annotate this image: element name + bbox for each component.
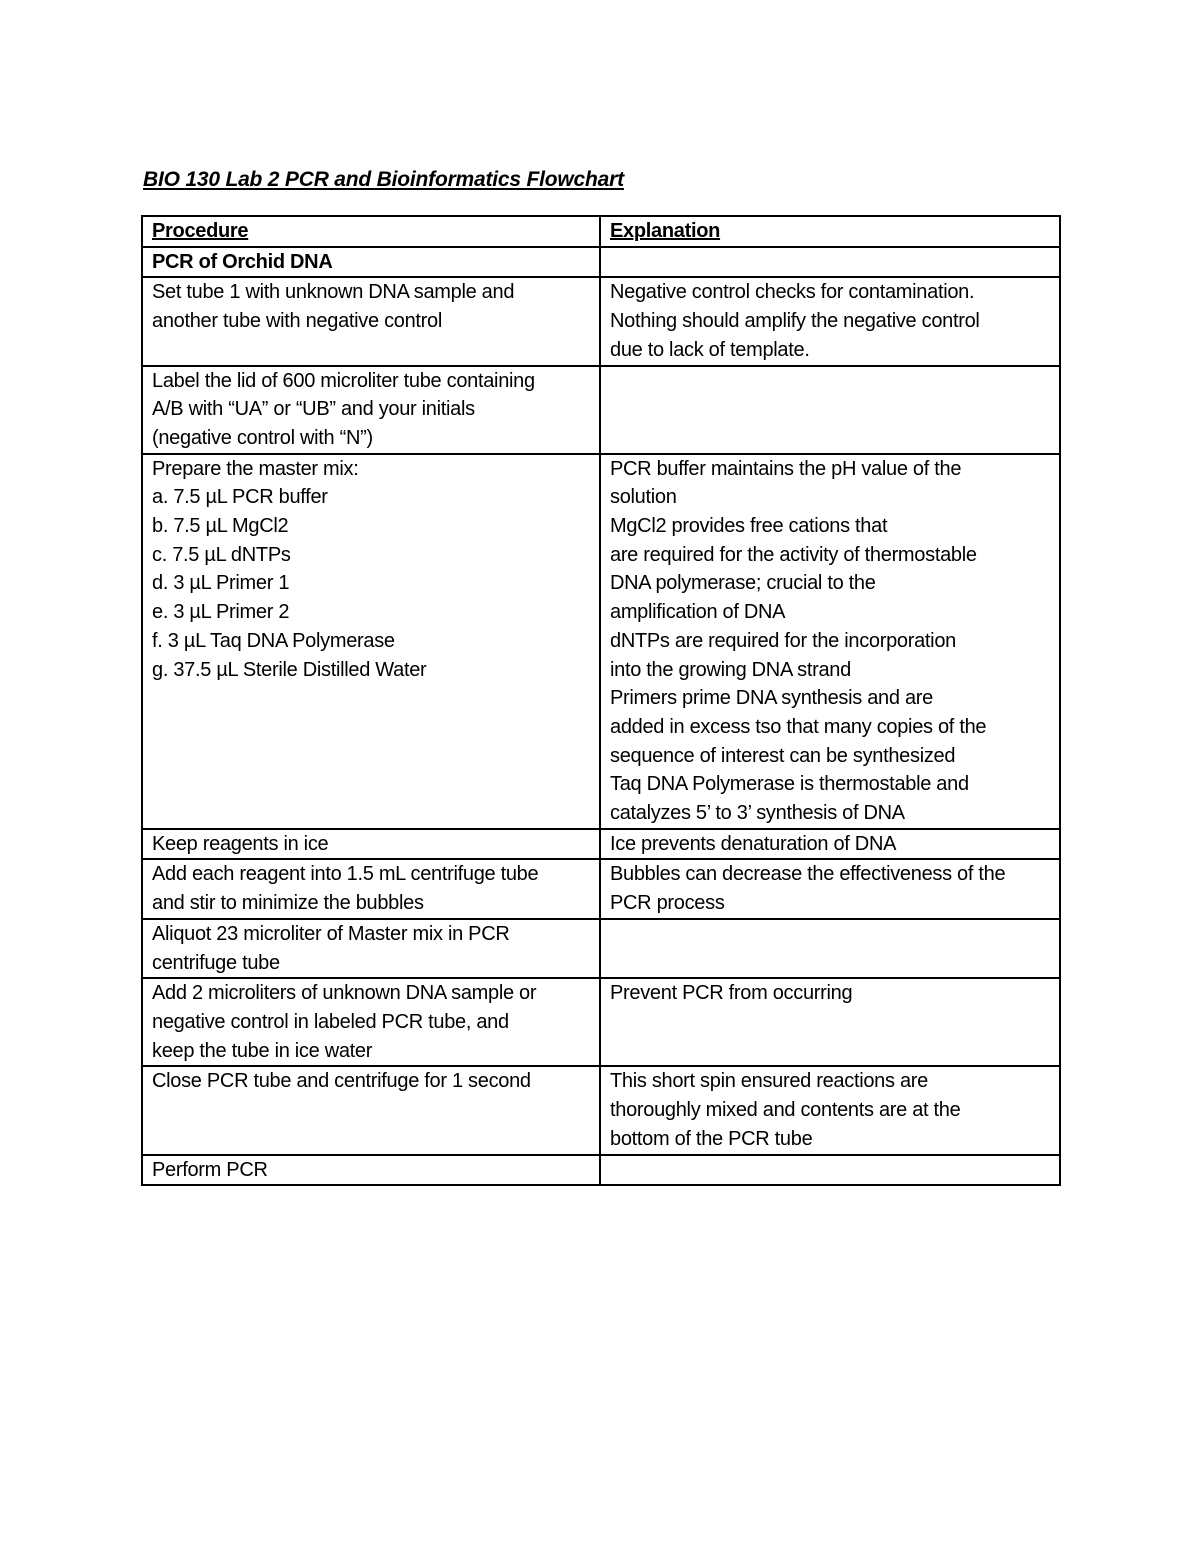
section-row [142,247,1060,278]
table-row [142,1155,1060,1186]
table-row [142,1066,1060,1154]
table-row [142,277,1060,365]
header-explanation: Explanation [600,216,1060,247]
explanation-cell: PCR buffer maintains the pH value of the solution MgCl2 provides free cations that are required for the activity of thermostable DNA polymerase; crucial to the amplification of DNA dNTPs are required for the incorporation into the growing DNA strand Primers prime DNA synthesis and are added in excess tso that many copies of the sequence of interest can be synthesized Taq DNA Polymerase is thermostable and catalyzes 5’ to 3’ synthesis of DNA [600,454,1060,829]
document-title: BIO 130 Lab 2 PCR and Bioinformatics Flowchart [143,168,624,191]
flowchart-table [141,215,1061,1186]
procedure-cell: Label the lid of 600 microliter tube containing A/B with “UA” or “UB” and your initials (negative control with “N”) [142,366,600,454]
table-row [142,978,1060,1066]
explanation-cell [600,1155,1060,1186]
procedure-cell: Add each reagent into 1.5 mL centrifuge tube and stir to minimize the bubbles [142,859,600,918]
table-row [142,859,1060,918]
explanation-cell [600,919,1060,978]
table-row [142,454,1060,829]
explanation-cell: Bubbles can decrease the effectiveness of the PCR process [600,859,1060,918]
explanation-cell: This short spin ensured reactions are thoroughly mixed and contents are at the bottom of the PCR tube [600,1066,1060,1154]
explanation-cell: Negative control checks for contamination. Nothing should amplify the negative control due to lack of template. [600,277,1060,365]
explanation-cell [600,366,1060,454]
procedure-cell: Set tube 1 with unknown DNA sample and another tube with negative control [142,277,600,365]
procedure-cell: Keep reagents in ice [142,829,600,860]
section-procedure: PCR of Orchid DNA [142,247,600,278]
procedure-cell: Aliquot 23 microliter of Master mix in PCR centrifuge tube [142,919,600,978]
explanation-cell: Ice prevents denaturation of DNA [600,829,1060,860]
procedure-cell: Add 2 microliters of unknown DNA sample or negative control in labeled PCR tube, and keep the tube in ice water [142,978,600,1066]
table-header-row [142,216,1060,247]
table-row [142,366,1060,454]
procedure-cell: Prepare the master mix: a. 7.5 µL PCR buffer b. 7.5 µL MgCl2 c. 7.5 µL dNTPs d. 3 µL Primer 1 e. 3 µL Primer 2 f. 3 µL Taq DNA Polymerase g. 37.5 µL Sterile Distilled Water [142,454,600,829]
table-row [142,829,1060,860]
procedure-cell: Perform PCR [142,1155,600,1186]
procedure-cell: Close PCR tube and centrifuge for 1 second [142,1066,600,1154]
header-procedure: Procedure [142,216,600,247]
section-explanation [600,247,1060,278]
explanation-cell: Prevent PCR from occurring [600,978,1060,1066]
table-row [142,919,1060,978]
